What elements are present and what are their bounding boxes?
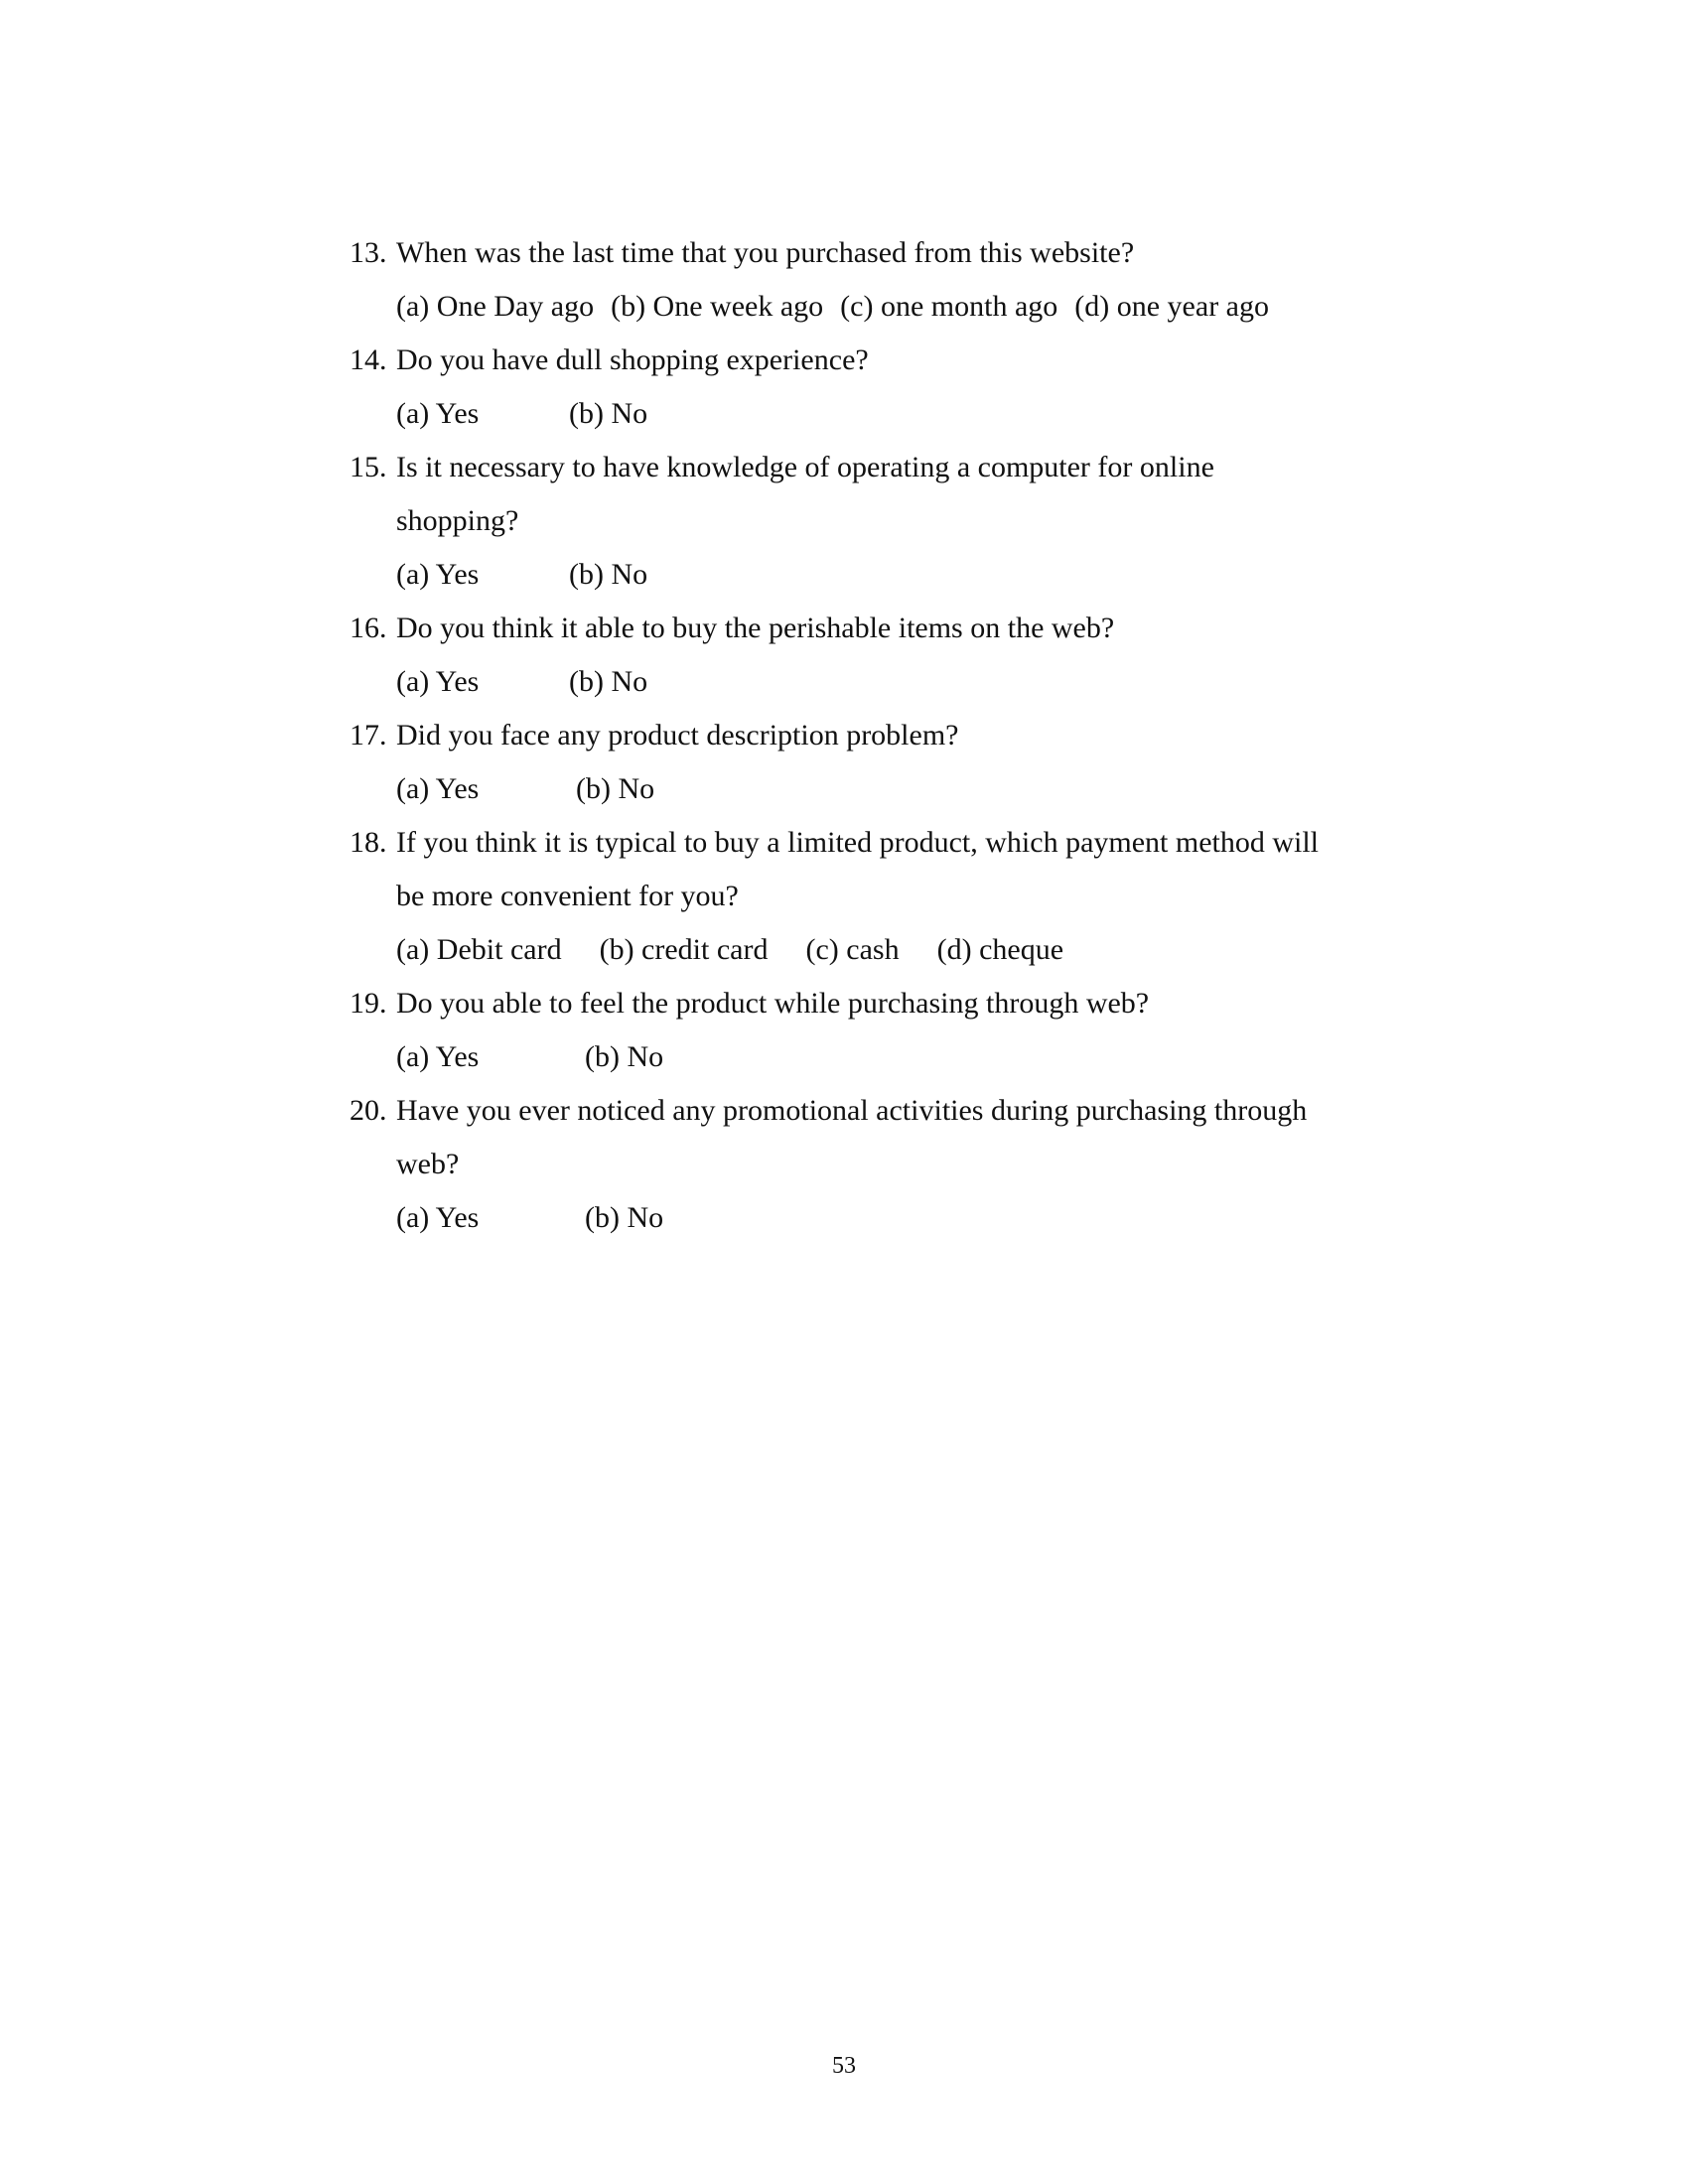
option-a: (a) Yes <box>396 1040 480 1073</box>
question-number: 15. <box>350 451 387 483</box>
question-text <box>350 1084 1382 1138</box>
question-number: 17. <box>350 719 387 751</box>
option-a: (a) Debit card <box>396 933 562 966</box>
option-a: (a) One Day ago <box>396 290 595 323</box>
question-line: Have you ever noticed any promotional activities during purchasing through <box>396 1094 1308 1127</box>
option-a: (a) Yes <box>396 397 480 430</box>
answer-options <box>350 1030 1382 1084</box>
question-text <box>350 816 1382 870</box>
question-text <box>350 441 1382 494</box>
question-16 <box>350 602 1382 709</box>
option-c: (c) one month ago <box>840 290 1058 323</box>
question-15 <box>350 441 1382 602</box>
question-number: 14. <box>350 343 387 376</box>
questionnaire <box>350 226 1382 1245</box>
answer-options <box>350 280 1382 334</box>
question-line-continued: be more convenient for you? <box>396 880 739 912</box>
option-b: (b) credit card <box>599 933 769 966</box>
answer-options <box>350 655 1382 709</box>
question-line: Did you face any product description problem? <box>396 719 959 751</box>
question-13 <box>350 226 1382 334</box>
option-d: (d) one year ago <box>1074 290 1269 323</box>
answer-options <box>350 923 1382 977</box>
question-number: 18. <box>350 826 387 859</box>
option-b: (b) No <box>585 1040 664 1073</box>
question-19 <box>350 977 1382 1084</box>
answer-options <box>350 548 1382 602</box>
question-line: When was the last time that you purchased from this website? <box>396 236 1135 269</box>
question-number: 20. <box>350 1094 387 1127</box>
option-b: (b) No <box>569 397 648 430</box>
question-number: 19. <box>350 987 387 1020</box>
option-a: (a) Yes <box>396 772 480 805</box>
option-b: (b) No <box>585 1201 664 1234</box>
answer-options <box>350 762 1382 816</box>
option-a: (a) Yes <box>396 665 480 698</box>
question-line: Do you think it able to buy the perishable items on the web? <box>396 612 1115 644</box>
question-text <box>350 602 1382 655</box>
option-b: (b) One week ago <box>611 290 824 323</box>
question-number: 16. <box>350 612 387 644</box>
question-text <box>350 977 1382 1030</box>
question-line: Do you able to feel the product while purchasing through web? <box>396 987 1150 1020</box>
answer-options <box>350 1191 1382 1245</box>
question-line-continued: web? <box>396 1148 460 1180</box>
question-line: Do you have dull shopping experience? <box>396 343 869 376</box>
option-b: (b) No <box>569 665 648 698</box>
question-line-continued: shopping? <box>396 504 519 537</box>
option-a: (a) Yes <box>396 1201 480 1234</box>
question-14 <box>350 334 1382 441</box>
question-text <box>350 334 1382 387</box>
page-number: 53 <box>832 2053 856 2079</box>
question-17 <box>350 709 1382 816</box>
question-text <box>350 226 1382 280</box>
option-c: (c) cash <box>805 933 900 966</box>
question-18 <box>350 816 1382 977</box>
question-text <box>350 709 1382 762</box>
question-line: Is it necessary to have knowledge of operating a computer for online <box>396 451 1214 483</box>
option-b: (b) No <box>569 558 648 591</box>
question-line: If you think it is typical to buy a limited product, which payment method will <box>396 826 1320 859</box>
question-number: 13. <box>350 236 387 269</box>
option-b: (b) No <box>576 772 655 805</box>
answer-options <box>350 387 1382 441</box>
option-d: (d) cheque <box>936 933 1064 966</box>
question-20 <box>350 1084 1382 1245</box>
option-a: (a) Yes <box>396 558 480 591</box>
